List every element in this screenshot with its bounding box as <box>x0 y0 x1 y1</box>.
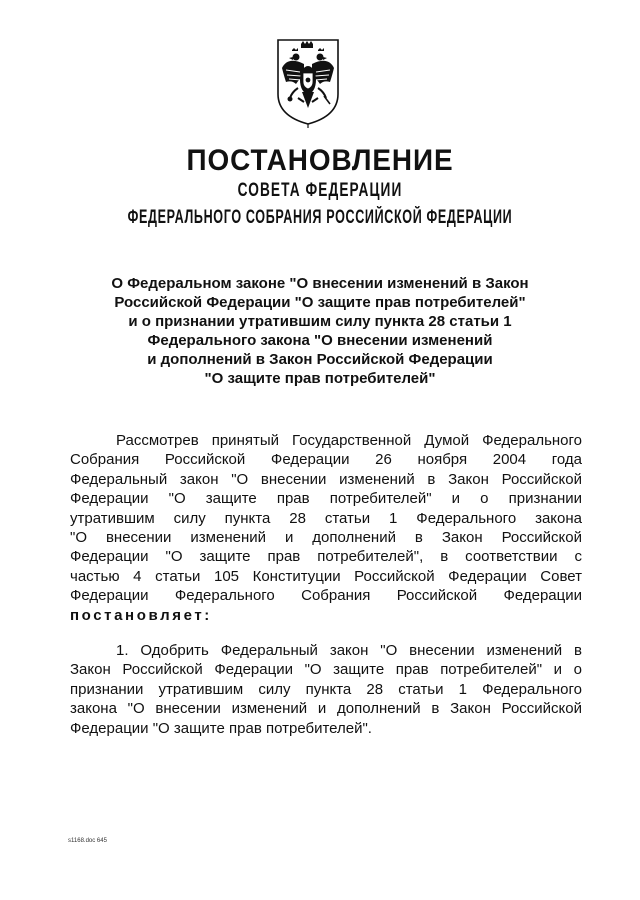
paragraph-line: закона "О внесении изменений и дополнений в Закон Российской <box>70 700 582 718</box>
subject-line: О Федеральном законе "О внесении изменений в Закон <box>111 275 529 292</box>
preamble-paragraph <box>70 431 582 625</box>
subject-line: и о признании утратившим силу пункта 28 статьи 1 <box>128 313 512 330</box>
paragraph-line: утратившим силу пункта 28 статьи 1 Федерального закона <box>70 509 582 527</box>
paragraph-line: Федерации Федерального Собрания Российской Федерации <box>70 587 582 605</box>
paragraph-line: признании утратившим силу пункта 28 статьи 1 Федерального <box>70 680 582 698</box>
paragraph-line: Федерации "О защите прав потребителей", в соответствии с <box>70 548 582 566</box>
paragraph-line: Федерации "О защите прав потребителей" и о признании <box>70 490 582 508</box>
double-headed-eagle-emblem-icon <box>274 36 342 128</box>
file-reference-footer: s1168.doc 645 <box>68 838 107 844</box>
document-subtitle-assembly: ФЕДЕРАЛЬНОГО СОБРАНИЯ РОССИЙСКОЙ ФЕДЕРАЦИИ <box>127 207 513 228</box>
paragraph-line: "О внесении изменений и дополнений в Закон Российской <box>70 529 582 547</box>
paragraph-line: Закон Российской Федерации "О защите прав потребителей" и о <box>70 661 582 679</box>
paragraph-line: частью 4 статьи 105 Конституции Российской Федерации Совет <box>70 567 582 585</box>
subject-line: Российской Федерации "О защите прав потребителей" <box>114 294 526 311</box>
resolves-word: постановляет: <box>70 606 212 624</box>
paragraph-line: Рассмотрев принятый Государственной Думой Федерального <box>116 432 582 449</box>
document-title: ПОСТАНОВЛЕНИЕ <box>186 144 454 177</box>
item-1-paragraph <box>70 641 582 738</box>
document-subtitle: СОВЕТА ФЕДЕРАЦИИ <box>237 180 403 201</box>
paragraph-line: Федерации "О защите прав потребителей". <box>70 719 372 737</box>
document-subject <box>60 274 580 388</box>
paragraph-line: Собрания Российской Федерации 26 ноября 2004 года <box>70 451 582 469</box>
paragraph-line: Федеральный закон "О внесении изменений в Закон Российской <box>70 470 582 488</box>
subject-line: Федерального закона "О внесении изменений <box>147 332 493 349</box>
subject-line: и дополнений в Закон Российской Федерации <box>147 351 493 368</box>
subject-line: "О защите прав потребителей" <box>204 370 436 387</box>
paragraph-line: 1. Одобрить Федеральный закон "О внесении изменений в <box>116 642 582 659</box>
